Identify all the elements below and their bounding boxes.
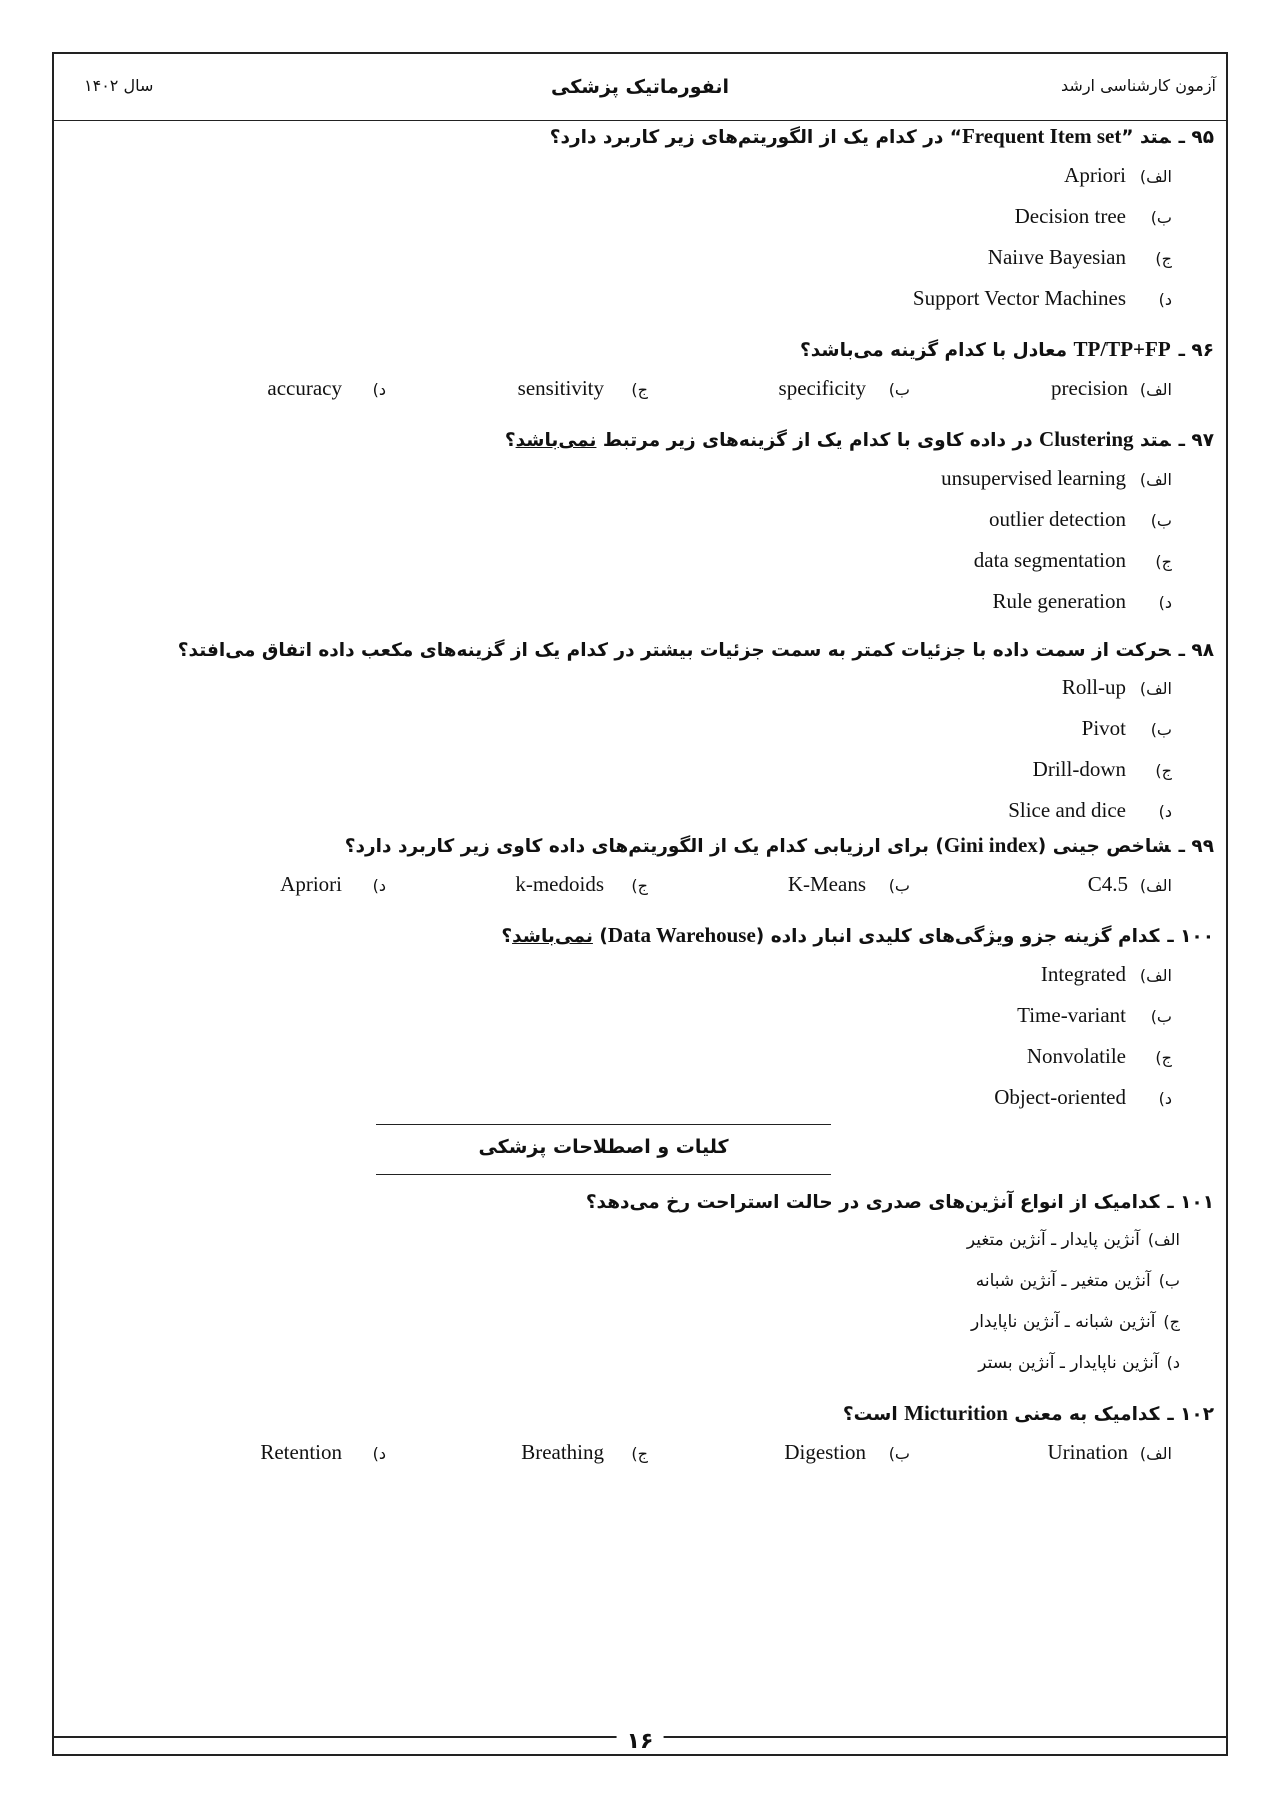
option-text: Drill-down <box>1032 757 1126 781</box>
option-label: د) <box>1158 1089 1172 1108</box>
option[interactable] <box>648 368 910 409</box>
option[interactable] <box>386 1432 648 1473</box>
option[interactable] <box>386 864 648 905</box>
option[interactable] <box>54 278 1172 319</box>
section-title: کلیات و اصطلاحات پزشکی <box>478 1136 729 1158</box>
option[interactable] <box>54 1077 1172 1118</box>
option[interactable] <box>54 196 1172 237</box>
page-footer <box>54 1716 1226 1756</box>
divider <box>376 1174 831 1175</box>
option-text: Retention <box>260 1440 342 1464</box>
option-text: Naiıve Bayesian <box>987 245 1126 269</box>
question-number: ۹۶ ـ <box>1178 340 1214 361</box>
option-label: الف) <box>1139 380 1172 399</box>
option-text: k-medoids <box>515 872 604 896</box>
option-label: د) <box>1158 593 1172 612</box>
question-part: است؟ <box>842 1404 905 1425</box>
question-101 <box>54 1192 1226 1383</box>
option-label: ب) <box>1150 1007 1172 1026</box>
option[interactable] <box>54 1219 1180 1260</box>
page-header <box>54 54 1226 121</box>
question-part: ) برای ارزیابی کدام یک از الگوریتم‌های داده کاوی زیر کاربرد دارد؟ <box>344 836 944 857</box>
option-list <box>54 954 1226 1118</box>
option-label: د) <box>372 380 386 399</box>
option[interactable] <box>54 237 1172 278</box>
question-term: TP/TP+FP <box>1073 337 1171 361</box>
option[interactable] <box>124 1432 386 1473</box>
option-label: ب) <box>1150 720 1172 739</box>
option-text: outlier detection <box>988 507 1126 531</box>
question-text <box>54 337 1226 362</box>
option-label: الف) <box>1139 167 1172 186</box>
question-number: ۹۷ ـ <box>1178 430 1214 451</box>
question-part: متد <box>1133 430 1171 451</box>
option-text: data segmentation <box>973 548 1126 572</box>
option-label: ج) <box>631 380 648 399</box>
page-frame <box>52 52 1228 1756</box>
question-part: حرکت از سمت داده با جزئیات کمتر به سمت جزئیات بیشتر در کدام یک از گزینه‌های مکعب داده اتفاق می‌افتد؟ <box>177 640 1171 661</box>
option-label: ب) <box>1150 208 1172 227</box>
option-text: Urination <box>1047 1440 1128 1464</box>
question-part: “ در کدام یک از الگوریتم‌های زیر کاربرد دارد؟ <box>549 127 962 148</box>
option-row <box>54 864 1226 905</box>
option[interactable] <box>124 864 386 905</box>
option-text: Object-oriented <box>994 1085 1126 1109</box>
option-text: sensitivity <box>517 376 604 400</box>
option-label: ج) <box>1155 552 1172 571</box>
question-part: شاخص جینی ( <box>1037 836 1171 857</box>
exam-year: سال ۱۴۰۲ <box>84 76 154 95</box>
option-label: ج) <box>631 876 648 895</box>
option-list <box>54 1219 1226 1383</box>
page-number: ۱۶ <box>617 1729 664 1754</box>
option[interactable] <box>910 864 1172 905</box>
section-heading <box>54 1124 1226 1176</box>
option-text: specificity <box>778 376 866 400</box>
option[interactable] <box>54 155 1172 196</box>
option-text: Slice and dice <box>1008 798 1126 822</box>
option[interactable] <box>54 667 1172 708</box>
divider <box>376 1124 831 1125</box>
option[interactable] <box>54 1260 1180 1301</box>
option[interactable] <box>124 368 386 409</box>
negation-word: نمی‌باشد <box>515 430 597 451</box>
question-number: ۹۵ ـ <box>1178 127 1214 148</box>
option-label: الف) <box>1147 1230 1180 1249</box>
option-row <box>54 1432 1226 1473</box>
option-label: ب) <box>1158 1271 1180 1290</box>
question-96 <box>54 337 1226 409</box>
question-part: کدامیک از انواع آنژین‌های صدری در حالت استراحت رخ می‌دهد؟ <box>585 1192 1160 1213</box>
option-list <box>54 667 1226 831</box>
option-label: الف) <box>1139 679 1172 698</box>
option-text: Breathing <box>521 1440 604 1464</box>
option[interactable] <box>54 749 1172 790</box>
question-102 <box>54 1401 1226 1473</box>
question-part: ) <box>592 926 608 947</box>
option-label: د) <box>372 1444 386 1463</box>
option[interactable] <box>648 1432 910 1473</box>
question-number: ۱۰۱ ـ <box>1167 1192 1214 1213</box>
option[interactable] <box>54 581 1172 622</box>
question-part: معادل با کدام گزینه می‌باشد؟ <box>800 340 1074 361</box>
question-text <box>54 427 1226 452</box>
option-text: Integrated <box>1040 962 1126 986</box>
option-text: C4.5 <box>1087 872 1128 896</box>
option-text: Decision tree <box>1014 204 1126 228</box>
subject-title: انفورماتیک پزشکی <box>551 76 729 98</box>
option-label: ب) <box>888 876 910 895</box>
question-95 <box>54 124 1226 319</box>
option[interactable] <box>54 1036 1172 1077</box>
option-text: unsupervised learning <box>941 466 1126 490</box>
questions <box>54 124 1226 1491</box>
question-term: Data Warehouse <box>607 923 756 947</box>
option-list <box>54 155 1226 319</box>
option[interactable] <box>54 1342 1180 1383</box>
option-text: آنژین شبانه ـ آنژین ناپایدار <box>971 1312 1156 1332</box>
option-text: precision <box>1051 376 1128 400</box>
option[interactable] <box>386 368 648 409</box>
question-term: Gini index <box>943 833 1038 857</box>
option-text: Time-variant <box>1017 1003 1126 1027</box>
option[interactable] <box>54 540 1172 581</box>
option-label: د) <box>1158 290 1172 309</box>
option-text: Digestion <box>784 1440 866 1464</box>
option-label: د) <box>1158 802 1172 821</box>
option[interactable] <box>54 954 1172 995</box>
option[interactable] <box>648 864 910 905</box>
option-label: ب) <box>1150 511 1172 530</box>
option-label: د) <box>372 876 386 895</box>
question-text <box>54 124 1226 149</box>
option-text: آنژین متغیر ـ آنژین شبانه <box>975 1271 1151 1291</box>
option-text: Apriori <box>1064 163 1126 187</box>
option-label: ج) <box>1155 249 1172 268</box>
negation-word: نمی‌باشد <box>512 926 593 947</box>
option-label: الف) <box>1139 876 1172 895</box>
option-text: Nonvolatile <box>1026 1044 1126 1068</box>
option-text: K-Means <box>787 872 866 896</box>
question-part: ؟ <box>504 430 516 451</box>
option-label: الف) <box>1139 470 1172 489</box>
option[interactable] <box>54 499 1172 540</box>
option-label: ب) <box>888 380 910 399</box>
question-100 <box>54 923 1226 1118</box>
question-number: ۹۹ ـ <box>1178 836 1214 857</box>
question-text <box>54 833 1226 858</box>
question-text <box>54 1192 1226 1213</box>
question-part: کدامیک به معنی <box>1007 1404 1160 1425</box>
question-part: در داده کاوی با کدام یک از گزینه‌های زیر مرتبط <box>596 430 1040 451</box>
option[interactable] <box>910 1432 1172 1473</box>
question-98 <box>54 640 1226 831</box>
question-part: کدام گزینه جزو ویژگی‌های کلیدی انبار داده ( <box>755 926 1160 947</box>
option-label: ج) <box>1155 1048 1172 1067</box>
question-part: متد ” <box>1121 127 1171 148</box>
option-label: الف) <box>1139 966 1172 985</box>
question-number: ۱۰۲ ـ <box>1167 1404 1214 1425</box>
option-label: ب) <box>888 1444 910 1463</box>
question-99 <box>54 833 1226 905</box>
option-text: Roll-up <box>1061 675 1126 699</box>
option[interactable] <box>54 995 1172 1036</box>
option-label: ج) <box>1155 761 1172 780</box>
question-97 <box>54 427 1226 622</box>
option[interactable] <box>54 458 1172 499</box>
option-text: آنژین ناپایدار ـ آنژین بستر <box>978 1353 1159 1373</box>
option-label: ج) <box>631 1444 648 1463</box>
option-text: Support Vector Machines <box>912 286 1126 310</box>
question-term: Frequent Item set <box>961 124 1122 148</box>
question-term: Clustering <box>1039 427 1134 451</box>
option-list <box>54 458 1226 622</box>
option-text: Apriori <box>280 872 342 896</box>
option-label: ج) <box>1163 1312 1180 1331</box>
question-text <box>54 1401 1226 1426</box>
option-text: Pivot <box>1081 716 1126 740</box>
question-number: ۹۸ ـ <box>1178 640 1214 661</box>
option[interactable] <box>910 368 1172 409</box>
question-term: Micturition <box>904 1401 1008 1425</box>
option-row <box>54 368 1226 409</box>
question-part: ؟ <box>501 926 513 947</box>
option[interactable] <box>54 708 1172 749</box>
option-label: د) <box>1166 1353 1180 1372</box>
exam-title: آزمون کارشناسی ارشد <box>1061 76 1216 95</box>
question-number: ۱۰۰ ـ <box>1167 926 1214 947</box>
question-text <box>54 923 1226 948</box>
option-text: accuracy <box>267 376 342 400</box>
question-text <box>54 640 1226 661</box>
option[interactable] <box>54 790 1172 831</box>
option-text: Rule generation <box>992 589 1126 613</box>
option[interactable] <box>54 1301 1180 1342</box>
option-text: آنژین پایدار ـ آنژین متغیر <box>966 1230 1140 1250</box>
option-label: الف) <box>1139 1444 1172 1463</box>
